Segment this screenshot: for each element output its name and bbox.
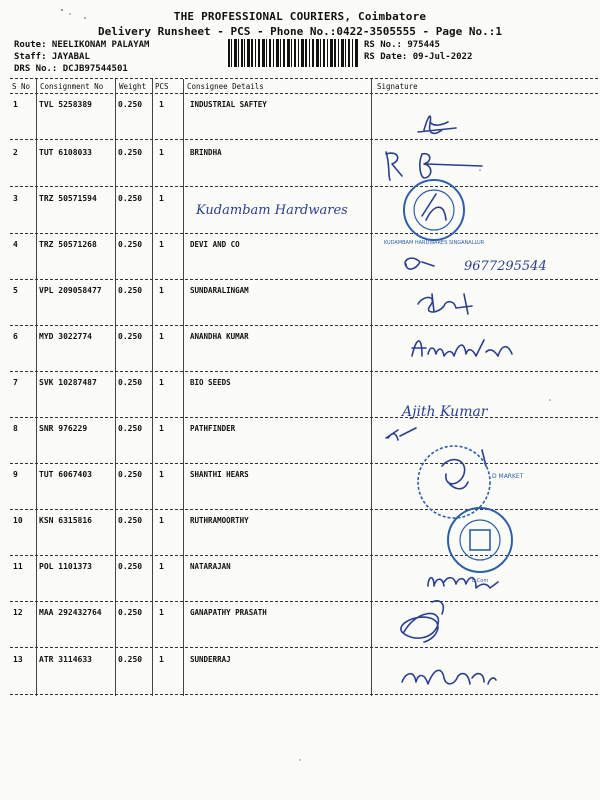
- row-sno: 7: [13, 378, 18, 387]
- rs-date: RS Date: 09-Jul-2022: [364, 52, 473, 62]
- row-sno: 4: [13, 240, 18, 249]
- row-pcs: 1: [159, 470, 164, 479]
- row-weight: 0.250: [118, 424, 143, 433]
- route-label: Route: NEELIKONAM PALAYAM: [14, 40, 150, 50]
- row-consignee: ANANDHA KUMAR: [190, 332, 249, 341]
- row-pcs: 1: [159, 655, 164, 664]
- row-consignment: TUT 6108033: [39, 148, 92, 157]
- row-weight: 0.250: [118, 562, 143, 571]
- row-consignee: SUNDARALINGAM: [190, 286, 249, 295]
- row-consignment: KSN 6315816: [39, 516, 92, 525]
- row-weight: 0.250: [118, 378, 143, 387]
- row-consignment: TRZ 50571594: [39, 194, 97, 203]
- row-sno: 3: [13, 194, 18, 203]
- row-consignee: RUTHRAMOORTHY: [190, 516, 249, 525]
- row-consignee: GANAPATHY PRASATH: [190, 608, 267, 617]
- stamp-text-row-9: D MARKET: [492, 473, 524, 480]
- row-sno: 2: [13, 148, 18, 157]
- row-weight: 0.250: [118, 286, 143, 295]
- row-consignment: MYD 3022774: [39, 332, 92, 341]
- row-pcs: 1: [159, 424, 164, 433]
- row-consignment: POL 1101373: [39, 562, 92, 571]
- col-header-sno: S No: [12, 82, 31, 91]
- row-pcs: 1: [159, 286, 164, 295]
- row-consignment: SNR 976229: [39, 424, 88, 433]
- row-weight: 0.250: [118, 100, 143, 109]
- col-header-signature: Signature: [377, 82, 418, 91]
- row-sno: 12: [13, 608, 23, 617]
- row-consignee: SHANTHI HEARS: [190, 470, 249, 479]
- row-consignee: INDUSTRIAL SAFTEY: [190, 100, 267, 109]
- row-sno: 5: [13, 286, 18, 295]
- row-consignment: ATR 3114633: [39, 655, 92, 664]
- staff-label: Staff: JAYABAL: [14, 52, 90, 62]
- row-weight: 0.250: [118, 194, 143, 203]
- signature-note-r4: 9677295544: [464, 259, 547, 274]
- row-weight: 0.250: [118, 470, 143, 479]
- row-sno: 11: [13, 562, 23, 571]
- row-weight: 0.250: [118, 240, 143, 249]
- row-consignment: SVK 10287487: [39, 378, 97, 387]
- row-consignee: NATARAJAN: [190, 562, 231, 571]
- row-consignment: MAA 292432764: [39, 608, 102, 617]
- row-sno: 8: [13, 424, 18, 433]
- row-pcs: 1: [159, 100, 164, 109]
- row-consignment: TUT 6067403: [39, 470, 92, 479]
- row-sno: 10: [13, 516, 23, 525]
- row-weight: 0.250: [118, 332, 143, 341]
- row-consignee: SUNDERRAJ: [190, 655, 231, 664]
- row-sno: 9: [13, 470, 18, 479]
- row-consignee: PATHFINDER: [190, 424, 236, 433]
- row-consignee: BIO SEEDS: [190, 378, 231, 387]
- runsheet-subtitle: Delivery Runsheet - PCS - Phone No.:0422-3505555 - Page No.:1: [98, 25, 502, 38]
- signature-note-r7: Ajith Kumar: [402, 404, 488, 420]
- row-consignee: DEVI AND CO: [190, 240, 240, 249]
- col-header-weight: Weight: [119, 82, 147, 91]
- row-consignee-handwritten: Kudambam Hardwares: [196, 203, 348, 218]
- row-pcs: 1: [159, 378, 164, 387]
- row-weight: 0.250: [118, 148, 143, 157]
- col-header-consignee: Consignee Details: [187, 82, 264, 91]
- row-sno: 6: [13, 332, 18, 341]
- row-pcs: 1: [159, 240, 164, 249]
- stamp-text-row-3: KUDAMBAM HARDWARES SINGANALLUR: [383, 240, 485, 246]
- drs-number: DRS No.: DCJB97544501: [14, 64, 128, 74]
- row-pcs: 1: [159, 194, 164, 203]
- company-title: THE PROFESSIONAL COURIERS, Coimbatore: [173, 10, 427, 23]
- col-header-pcs: PCS: [155, 82, 169, 91]
- row-pcs: 1: [159, 608, 164, 617]
- row-weight: 0.250: [118, 516, 143, 525]
- col-header-consignment: Consignment No: [40, 82, 104, 91]
- row-pcs: 1: [159, 148, 164, 157]
- row-weight: 0.250: [118, 655, 143, 664]
- row-consignment: VPL 209058477: [39, 286, 102, 295]
- row-consignee: BRINDHA: [190, 148, 222, 157]
- stamp-text-row-10: B.Com: [471, 578, 489, 584]
- row-weight: 0.250: [118, 608, 143, 617]
- row-sno: 13: [13, 655, 23, 664]
- rs-number: RS No.: 975445: [364, 40, 440, 50]
- row-sno: 1: [13, 100, 18, 109]
- row-pcs: 1: [159, 516, 164, 525]
- row-consignment: TVL 5258389: [39, 100, 92, 109]
- row-pcs: 1: [159, 562, 164, 571]
- row-consignment: TRZ 50571268: [39, 240, 97, 249]
- row-pcs: 1: [159, 332, 164, 341]
